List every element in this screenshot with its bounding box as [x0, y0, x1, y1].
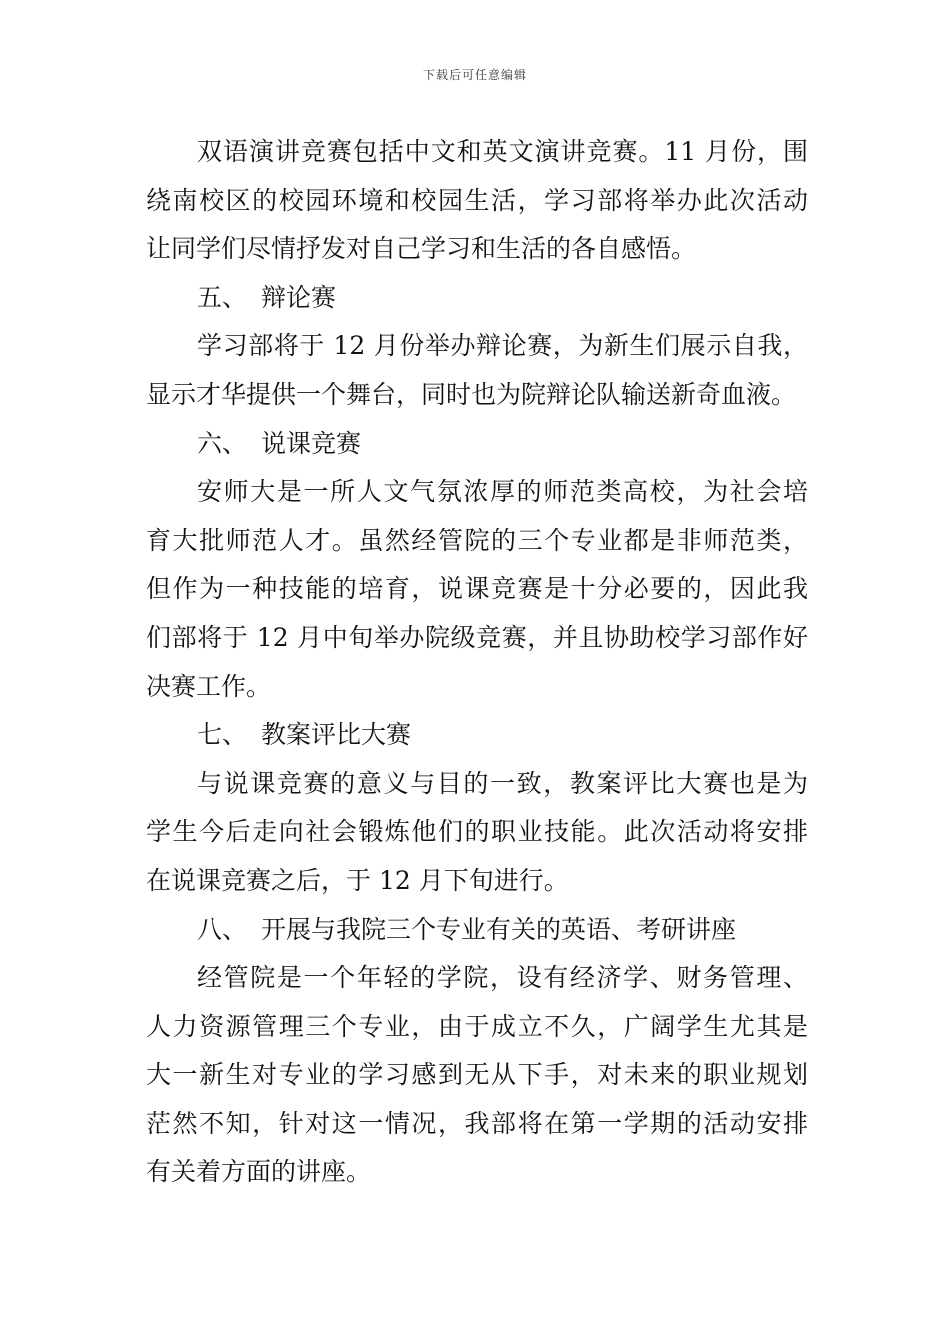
- document-body: [146, 128, 808, 1197]
- paragraph-line: 但作为一种技能的培育，说课竞赛是十分必要的，因此我: [146, 574, 808, 604]
- paragraph-line: 决赛工作。: [146, 671, 272, 701]
- paragraph-line: 大一新生对专业的学习感到无从下手，对未来的职业规划: [146, 1060, 808, 1090]
- section-number: 八、: [197, 914, 248, 944]
- paragraph: [146, 468, 808, 711]
- paragraph-line: 安师大是一所人文气氛浓厚的师范类高校，为社会培: [197, 477, 808, 507]
- section-heading: [146, 274, 808, 323]
- paragraph-line: 育大批师范人才。虽然经管院的三个专业都是非师范类，: [146, 525, 808, 555]
- paragraph-line: 与说课竞赛的意义与目的一致，教案评比大赛也是为: [197, 768, 808, 798]
- section-title: 辩论赛: [261, 282, 337, 312]
- section-heading: [146, 711, 808, 760]
- paragraph-line: 茫然不知，针对这一情况，我部将在第一学期的活动安排: [146, 1108, 808, 1138]
- paragraph-line: 们部将于 12 月中旬举办院级竞赛，并且协助校学习部作好: [146, 622, 808, 652]
- section-number: 五、: [197, 282, 248, 312]
- paragraph-line: 有关着方面的讲座。: [146, 1157, 372, 1187]
- section-number: 六、: [197, 428, 248, 458]
- paragraph-line: 经管院是一个年轻的学院，设有经济学、财务管理、: [197, 963, 808, 993]
- paragraph-line: 双语演讲竞赛包括中文和英文演讲竞赛。11 月份，围: [197, 137, 808, 166]
- paragraph: [146, 128, 808, 274]
- paragraph-line: 让同学们尽情抒发对自己学习和生活的各自感悟。: [146, 234, 697, 264]
- paragraph-line: 绕南校区的校园环境和校园生活，学习部将举办此次活动: [146, 185, 808, 215]
- paragraph: [146, 322, 808, 419]
- section-heading: [146, 906, 808, 955]
- header-note: 下载后可任意编辑: [422, 68, 527, 82]
- paragraph-line: 人力资源管理三个专业，由于成立不久，广阔学生尤其是: [146, 1011, 808, 1041]
- paragraph-line: 学习部将于 12 月份举办辩论赛，为新生们展示自我，: [197, 331, 808, 361]
- section-title: 开展与我院三个专业有关的英语、考研讲座: [261, 914, 737, 944]
- paragraph: [146, 954, 808, 1197]
- paragraph-line: 显示才华提供一个舞台，同时也为院辩论队输送新奇血液。: [146, 379, 797, 409]
- section-title: 说课竞赛: [261, 428, 362, 458]
- paragraph: [146, 760, 808, 906]
- section-number: 七、: [197, 720, 248, 750]
- paragraph-line: 学生今后走向社会锻炼他们的职业技能。此次活动将安排: [146, 817, 808, 847]
- paragraph-line: 在说课竞赛之后，于 12 月下旬进行。: [146, 865, 569, 895]
- section-title: 教案评比大赛: [261, 720, 412, 750]
- section-heading: [146, 420, 808, 469]
